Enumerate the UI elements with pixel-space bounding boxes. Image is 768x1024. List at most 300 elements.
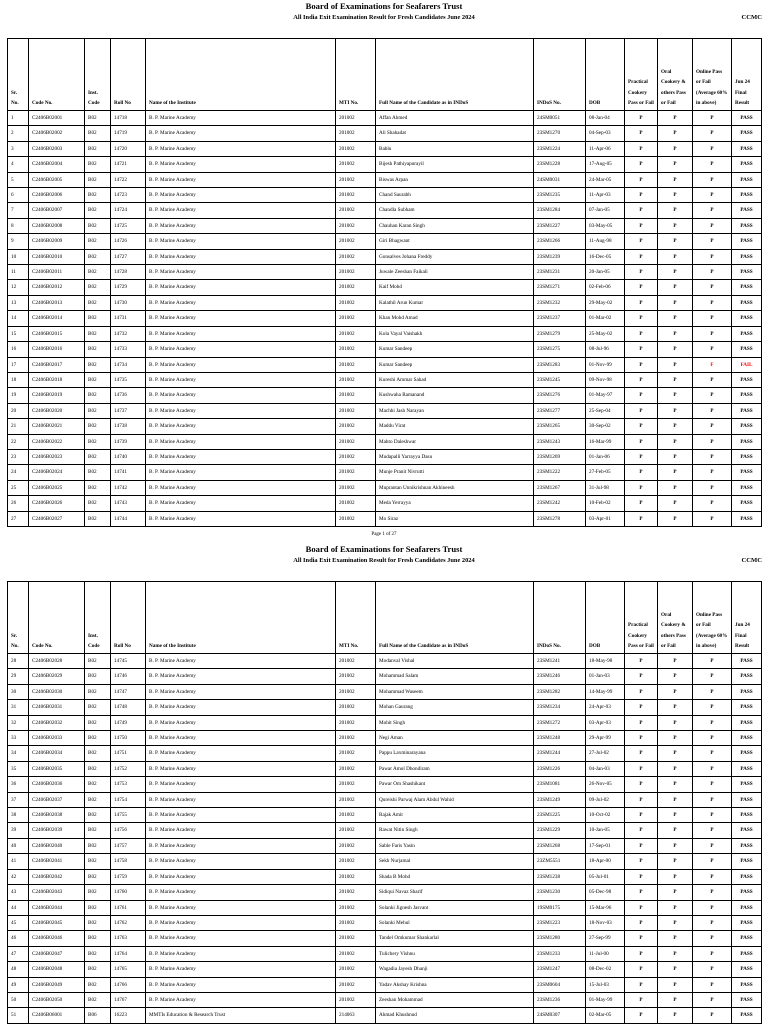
cell-dob: 09-Nov-98 [586, 372, 625, 387]
cell-oral: P [658, 777, 693, 792]
cell-oral: P [658, 746, 693, 761]
column-header-dob: DOB [586, 39, 625, 111]
cell-inst-code: B02 [85, 869, 111, 884]
cell-roll-no: 14759 [111, 869, 146, 884]
cell-code-no: C2406B02045 [29, 915, 85, 930]
cell-institute: B. P. Marine Academy [146, 434, 336, 449]
cell-code-no: C2406B02023 [29, 449, 85, 464]
cell-practical: P [625, 684, 658, 699]
column-header-inst-code: Inst. Code [85, 39, 111, 111]
cell-roll-no: 14728 [111, 265, 146, 280]
cell-code-no: C2406B02030 [29, 684, 85, 699]
cell-candidate-name: Qureishi Parwaj Alam Abdul Wahid [376, 792, 534, 807]
cell-roll-no: 14738 [111, 419, 146, 434]
cell-dob: 08-Dec-02 [586, 962, 625, 977]
cell-institute: B. P. Marine Academy [146, 669, 336, 684]
cell-code-no: C2406B02003 [29, 141, 85, 156]
table-row [8, 715, 762, 730]
cell-mti-no: 201002 [336, 869, 376, 884]
table-row [8, 931, 762, 946]
cell-roll-no: 14741 [111, 465, 146, 480]
cell-sr-no: 46 [8, 931, 29, 946]
cell-sr-no: 36 [8, 777, 29, 792]
header-row [8, 39, 762, 111]
cell-sr-no: 29 [8, 669, 29, 684]
cell-oral: P [658, 234, 693, 249]
header-row [8, 582, 762, 654]
column-header-practical: Practical Cookery Pass or Fail [625, 582, 658, 654]
cell-online: P [693, 449, 732, 464]
cell-indos-no: 23SM1222 [534, 465, 586, 480]
cell-mti-no: 201002 [336, 265, 376, 280]
cell-roll-no: 14744 [111, 511, 146, 526]
cell-candidate-name: Bablu [376, 141, 534, 156]
cell-code-no: C2406B02009 [29, 234, 85, 249]
cell-online: P [693, 295, 732, 310]
cell-practical: P [625, 111, 658, 126]
cell-inst-code: B02 [85, 388, 111, 403]
cell-code-no: C2406B02021 [29, 419, 85, 434]
cell-indos-no: 23SM1224 [534, 141, 586, 156]
cell-institute: B. P. Marine Academy [146, 141, 336, 156]
cell-indos-no: 23SM1235 [534, 188, 586, 203]
cell-sr-no: 2 [8, 126, 29, 141]
cell-mti-no: 201002 [336, 992, 376, 1007]
table-row [8, 977, 762, 992]
cell-practical: P [625, 311, 658, 326]
cell-institute: B. P. Marine Academy [146, 157, 336, 172]
cell-sr-no: 27 [8, 511, 29, 526]
cell-code-no: C2406B02040 [29, 838, 85, 853]
cell-candidate-name: Kaif Mohd [376, 280, 534, 295]
cell-institute: B. P. Marine Academy [146, 295, 336, 310]
cell-mti-no: 201002 [336, 931, 376, 946]
table-row [8, 900, 762, 915]
cell-mti-no: 201002 [336, 977, 376, 992]
cell-inst-code: B02 [85, 746, 111, 761]
cell-dob: 27-Feb-05 [586, 465, 625, 480]
cell-candidate-name: Wagadia Jayesh Dhanji [376, 962, 534, 977]
cell-final-result: PASS [732, 465, 762, 480]
cell-oral: P [658, 372, 693, 387]
cell-practical: P [625, 808, 658, 823]
cell-final-result: PASS [732, 295, 762, 310]
table-row [8, 962, 762, 977]
cell-indos-no: 23SM1236 [534, 992, 586, 1007]
cell-online: P [693, 992, 732, 1007]
cell-final-result: PASS [732, 218, 762, 233]
cell-practical: P [625, 946, 658, 961]
cell-candidate-name: Mo Siraz [376, 511, 534, 526]
cell-online: P [693, 715, 732, 730]
cell-dob: 04-Sep-03 [586, 126, 625, 141]
cell-oral: P [658, 496, 693, 511]
cell-candidate-name: Mohammad Waseem [376, 684, 534, 699]
cell-inst-code: B02 [85, 403, 111, 418]
cell-practical: P [625, 326, 658, 341]
cell-oral: P [658, 388, 693, 403]
cell-code-no: C2406B02014 [29, 311, 85, 326]
table-row [8, 434, 762, 449]
cell-final-result: PASS [732, 777, 762, 792]
cell-online: P [693, 915, 732, 930]
cell-candidate-name: Kureshi Ammar Sahad [376, 372, 534, 387]
cell-practical: P [625, 188, 658, 203]
cell-inst-code: B02 [85, 885, 111, 900]
cell-final-result: PASS [732, 234, 762, 249]
column-header-institute: Name of the Institute [146, 39, 336, 111]
table-row [8, 777, 762, 792]
cell-online: P [693, 126, 732, 141]
cell-oral: P [658, 885, 693, 900]
cell-inst-code: B02 [85, 265, 111, 280]
cell-inst-code: B02 [85, 111, 111, 126]
cell-sr-no: 39 [8, 823, 29, 838]
cell-mti-no: 201002 [336, 777, 376, 792]
cell-inst-code: B02 [85, 838, 111, 853]
cell-final-result: PASS [732, 280, 762, 295]
column-header-practical: Practical Cookery Pass or Fail [625, 39, 658, 111]
cell-candidate-name: Biswas Arpan [376, 172, 534, 187]
cell-roll-no: 14749 [111, 715, 146, 730]
cell-online: P [693, 203, 732, 218]
cell-sr-no: 22 [8, 434, 29, 449]
cell-inst-code: B02 [85, 777, 111, 792]
cell-code-no: C2406B02043 [29, 885, 85, 900]
cell-code-no: C2406B02032 [29, 715, 85, 730]
cell-dob: 30-Sep-02 [586, 419, 625, 434]
cell-inst-code: B02 [85, 684, 111, 699]
cell-oral: P [658, 111, 693, 126]
cell-online: P [693, 962, 732, 977]
table-row [8, 746, 762, 761]
cell-indos-no: 23SM1247 [534, 962, 586, 977]
cell-online: P [693, 342, 732, 357]
cell-inst-code: B02 [85, 234, 111, 249]
cell-oral: P [658, 792, 693, 807]
cell-indos-no: 23SM1237 [534, 311, 586, 326]
cell-institute: B. P. Marine Academy [146, 311, 336, 326]
cell-candidate-name: Ahmad Khushnud [376, 1008, 534, 1023]
cell-dob: 25-May-02 [586, 326, 625, 341]
cell-indos-no: 23SM1243 [534, 434, 586, 449]
cell-sr-no: 15 [8, 326, 29, 341]
cell-indos-no: 23SM1282 [534, 684, 586, 699]
cell-practical: P [625, 854, 658, 869]
cell-code-no: C2406B02025 [29, 480, 85, 495]
cell-roll-no: 14718 [111, 111, 146, 126]
cell-mti-no: 201002 [336, 731, 376, 746]
cell-candidate-name: Mudapalli Yarrayya Dasu [376, 449, 534, 464]
cell-code-no: C2406B02046 [29, 931, 85, 946]
cell-oral: P [658, 684, 693, 699]
cell-inst-code: B02 [85, 218, 111, 233]
column-header-online: Online Pass or Fail (Average 60% in above) [693, 582, 732, 654]
cell-indos-no: 23SM1249 [534, 792, 586, 807]
cell-mti-no: 201002 [336, 511, 376, 526]
cell-practical: P [625, 669, 658, 684]
table-row [8, 172, 762, 187]
cell-practical: P [625, 218, 658, 233]
cell-inst-code: B02 [85, 311, 111, 326]
cell-oral: P [658, 823, 693, 838]
cell-roll-no: 14766 [111, 977, 146, 992]
table-row [8, 265, 762, 280]
cell-oral: P [658, 962, 693, 977]
table-row [8, 372, 762, 387]
cell-dob: 08-Jul-96 [586, 342, 625, 357]
table-row [8, 157, 762, 172]
column-header-oral: Oral Cookery & others Pass or Fail [658, 582, 693, 654]
cell-roll-no: 14730 [111, 295, 146, 310]
table-row [8, 946, 762, 961]
cell-institute: B. P. Marine Academy [146, 931, 336, 946]
cell-online: P [693, 823, 732, 838]
cell-dob: 24-Mar-05 [586, 172, 625, 187]
table-row [8, 792, 762, 807]
cell-dob: 01-May-99 [586, 992, 625, 1007]
cell-candidate-name: Tulichery Vishnu [376, 946, 534, 961]
cell-code-no: C2406B02031 [29, 700, 85, 715]
cell-code-no: C2406B02020 [29, 403, 85, 418]
cell-sr-no: 5 [8, 172, 29, 187]
cell-final-result: PASS [732, 654, 762, 669]
cell-institute: B. P. Marine Academy [146, 465, 336, 480]
cell-mti-no: 201002 [336, 403, 376, 418]
cell-practical: P [625, 792, 658, 807]
cell-practical: P [625, 126, 658, 141]
cell-code-no: C2406B02039 [29, 823, 85, 838]
cell-oral: P [658, 419, 693, 434]
cell-roll-no: 14735 [111, 372, 146, 387]
cell-roll-no: 14757 [111, 838, 146, 853]
cell-mti-no: 201002 [336, 157, 376, 172]
cell-institute: B. P. Marine Academy [146, 746, 336, 761]
table-row [8, 280, 762, 295]
cell-inst-code: B02 [85, 172, 111, 187]
cell-roll-no: 14761 [111, 900, 146, 915]
cell-mti-no: 201002 [336, 311, 376, 326]
cell-sr-no: 32 [8, 715, 29, 730]
cell-indos-no: 23SM1233 [534, 946, 586, 961]
cell-dob: 10-Oct-02 [586, 808, 625, 823]
cell-dob: 01-Jan-03 [586, 669, 625, 684]
cell-mti-no: 201002 [336, 900, 376, 915]
cell-online: P [693, 869, 732, 884]
cell-roll-no: 14764 [111, 946, 146, 961]
cell-code-no: C2406B02035 [29, 761, 85, 776]
cell-code-no: C2406B02012 [29, 280, 85, 295]
cell-dob: 03-Apr-03 [586, 715, 625, 730]
cell-online: P [693, 684, 732, 699]
cell-candidate-name: Gonsalves Johana Freddy [376, 249, 534, 264]
cell-sr-no: 8 [8, 218, 29, 233]
cell-candidate-name: Mahto Daleshwar [376, 434, 534, 449]
cell-sr-no: 31 [8, 700, 29, 715]
cell-sr-no: 9 [8, 234, 29, 249]
table-row [8, 885, 762, 900]
cell-final-result: PASS [732, 915, 762, 930]
cell-indos-no: 23SM1265 [534, 419, 586, 434]
cell-final-result: FAIL [732, 357, 762, 372]
cell-practical: P [625, 654, 658, 669]
cell-dob: 02-Feb-06 [586, 280, 625, 295]
cell-practical: P [625, 777, 658, 792]
cell-oral: P [658, 731, 693, 746]
cell-sr-no: 7 [8, 203, 29, 218]
cell-online: P [693, 218, 732, 233]
cell-roll-no: 14720 [111, 141, 146, 156]
cell-inst-code: B02 [85, 792, 111, 807]
cell-indos-no: 23SM1284 [534, 203, 586, 218]
cell-practical: P [625, 265, 658, 280]
cell-roll-no: 14753 [111, 777, 146, 792]
exam-title: All India Exit Examination Result for Fresh Candidates June 2024 [293, 557, 475, 564]
cell-sr-no: 19 [8, 388, 29, 403]
cell-dob: 01-Nov-99 [586, 357, 625, 372]
cell-online: P [693, 1008, 732, 1023]
cell-dob: 18-Apr-00 [586, 854, 625, 869]
cell-dob: 29-May-02 [586, 295, 625, 310]
cell-institute: B. P. Marine Academy [146, 172, 336, 187]
cell-mti-no: 201002 [336, 111, 376, 126]
cell-practical: P [625, 342, 658, 357]
cell-candidate-name: Muprantan Unnikrishnan Akhineesh [376, 480, 534, 495]
results-table [7, 38, 762, 527]
cell-candidate-name: Mohan Gaurang [376, 700, 534, 715]
column-header-mti-no: MTI No. [336, 582, 376, 654]
cell-institute: B. P. Marine Academy [146, 792, 336, 807]
cell-institute: B. P. Marine Academy [146, 992, 336, 1007]
cell-oral: P [658, 480, 693, 495]
cell-mti-no: 201002 [336, 684, 376, 699]
cell-candidate-name: Sekh Nurjamal [376, 854, 534, 869]
cell-online: P [693, 511, 732, 526]
cell-final-result: PASS [732, 419, 762, 434]
cell-mti-no: 201002 [336, 357, 376, 372]
table-row [8, 218, 762, 233]
cell-oral: P [658, 869, 693, 884]
cell-final-result: PASS [732, 962, 762, 977]
cell-final-result: PASS [732, 203, 762, 218]
cell-mti-no: 201002 [336, 915, 376, 930]
cell-institute: B. P. Marine Academy [146, 962, 336, 977]
cell-final-result: PASS [732, 326, 762, 341]
cell-institute: B. P. Marine Academy [146, 511, 336, 526]
cell-sr-no: 41 [8, 854, 29, 869]
cell-code-no: C2406B02041 [29, 854, 85, 869]
cell-final-result: PASS [732, 111, 762, 126]
column-header-candidate-name: Full Name of the Candidate as in INDoS [376, 582, 534, 654]
cell-indos-no: 23SM1241 [534, 654, 586, 669]
cell-dob: 11-Apr-03 [586, 188, 625, 203]
cell-final-result: PASS [732, 838, 762, 853]
cell-candidate-name: Solanki Mehul [376, 915, 534, 930]
cell-mti-no: 201002 [336, 700, 376, 715]
cell-code-no: C2406B06001 [29, 1008, 85, 1023]
cell-sr-no: 21 [8, 419, 29, 434]
table-row [8, 388, 762, 403]
cell-code-no: C2406B02029 [29, 669, 85, 684]
cell-inst-code: B02 [85, 157, 111, 172]
cell-inst-code: B02 [85, 931, 111, 946]
cell-final-result: PASS [732, 449, 762, 464]
cell-sr-no: 26 [8, 496, 29, 511]
cell-mti-no: 201002 [336, 838, 376, 853]
cell-mti-no: 201002 [336, 434, 376, 449]
cell-roll-no: 14732 [111, 326, 146, 341]
table-row [8, 126, 762, 141]
cell-dob: 26-Nov-05 [586, 777, 625, 792]
cell-institute: B. P. Marine Academy [146, 342, 336, 357]
cell-practical: P [625, 449, 658, 464]
cell-code-no: C2406B02042 [29, 869, 85, 884]
cell-code-no: C2406B02022 [29, 434, 85, 449]
cell-dob: 01-Mar-02 [586, 311, 625, 326]
cell-roll-no: 14723 [111, 188, 146, 203]
cell-inst-code: B02 [85, 203, 111, 218]
cell-final-result: PASS [732, 900, 762, 915]
cell-roll-no: 14756 [111, 823, 146, 838]
cell-online: P [693, 761, 732, 776]
cell-final-result: PASS [732, 885, 762, 900]
cell-sr-no: 11 [8, 265, 29, 280]
cell-institute: B. P. Marine Academy [146, 654, 336, 669]
cell-candidate-name: Kushwaha Ramanand [376, 388, 534, 403]
cell-inst-code: B02 [85, 126, 111, 141]
cell-online: P [693, 372, 732, 387]
cell-mti-no: 201002 [336, 419, 376, 434]
cell-roll-no: 14725 [111, 218, 146, 233]
cell-roll-no: 14740 [111, 449, 146, 464]
cell-institute: B. P. Marine Academy [146, 449, 336, 464]
cell-inst-code: B02 [85, 449, 111, 464]
cell-online: P [693, 434, 732, 449]
cell-online: P [693, 157, 732, 172]
cell-online: P [693, 654, 732, 669]
cell-institute: B. P. Marine Academy [146, 823, 336, 838]
column-header-sr-no: Sr. No. [8, 39, 29, 111]
table-row [8, 654, 762, 669]
table-row [8, 249, 762, 264]
cell-candidate-name: Pappu Laxminarayana [376, 746, 534, 761]
cell-indos-no: 23SM1267 [534, 480, 586, 495]
cell-institute: B. P. Marine Academy [146, 403, 336, 418]
table-row [8, 419, 762, 434]
table-row [8, 992, 762, 1007]
cell-online: P [693, 111, 732, 126]
cell-oral: P [658, 838, 693, 853]
cell-sr-no: 6 [8, 188, 29, 203]
cell-practical: P [625, 511, 658, 526]
cell-oral: P [658, 280, 693, 295]
table-row [8, 669, 762, 684]
cell-oral: P [658, 434, 693, 449]
table-row [8, 203, 762, 218]
column-header-code-no: Code No. [29, 582, 85, 654]
cell-oral: P [658, 249, 693, 264]
table-row [8, 496, 762, 511]
cell-institute: B. P. Marine Academy [146, 885, 336, 900]
cell-practical: P [625, 280, 658, 295]
cell-practical: P [625, 403, 658, 418]
cell-online: P [693, 234, 732, 249]
cell-online: P [693, 731, 732, 746]
cell-practical: P [625, 249, 658, 264]
cell-roll-no: 14760 [111, 885, 146, 900]
cell-inst-code: B06 [85, 1008, 111, 1023]
cell-institute: B. P. Marine Academy [146, 126, 336, 141]
